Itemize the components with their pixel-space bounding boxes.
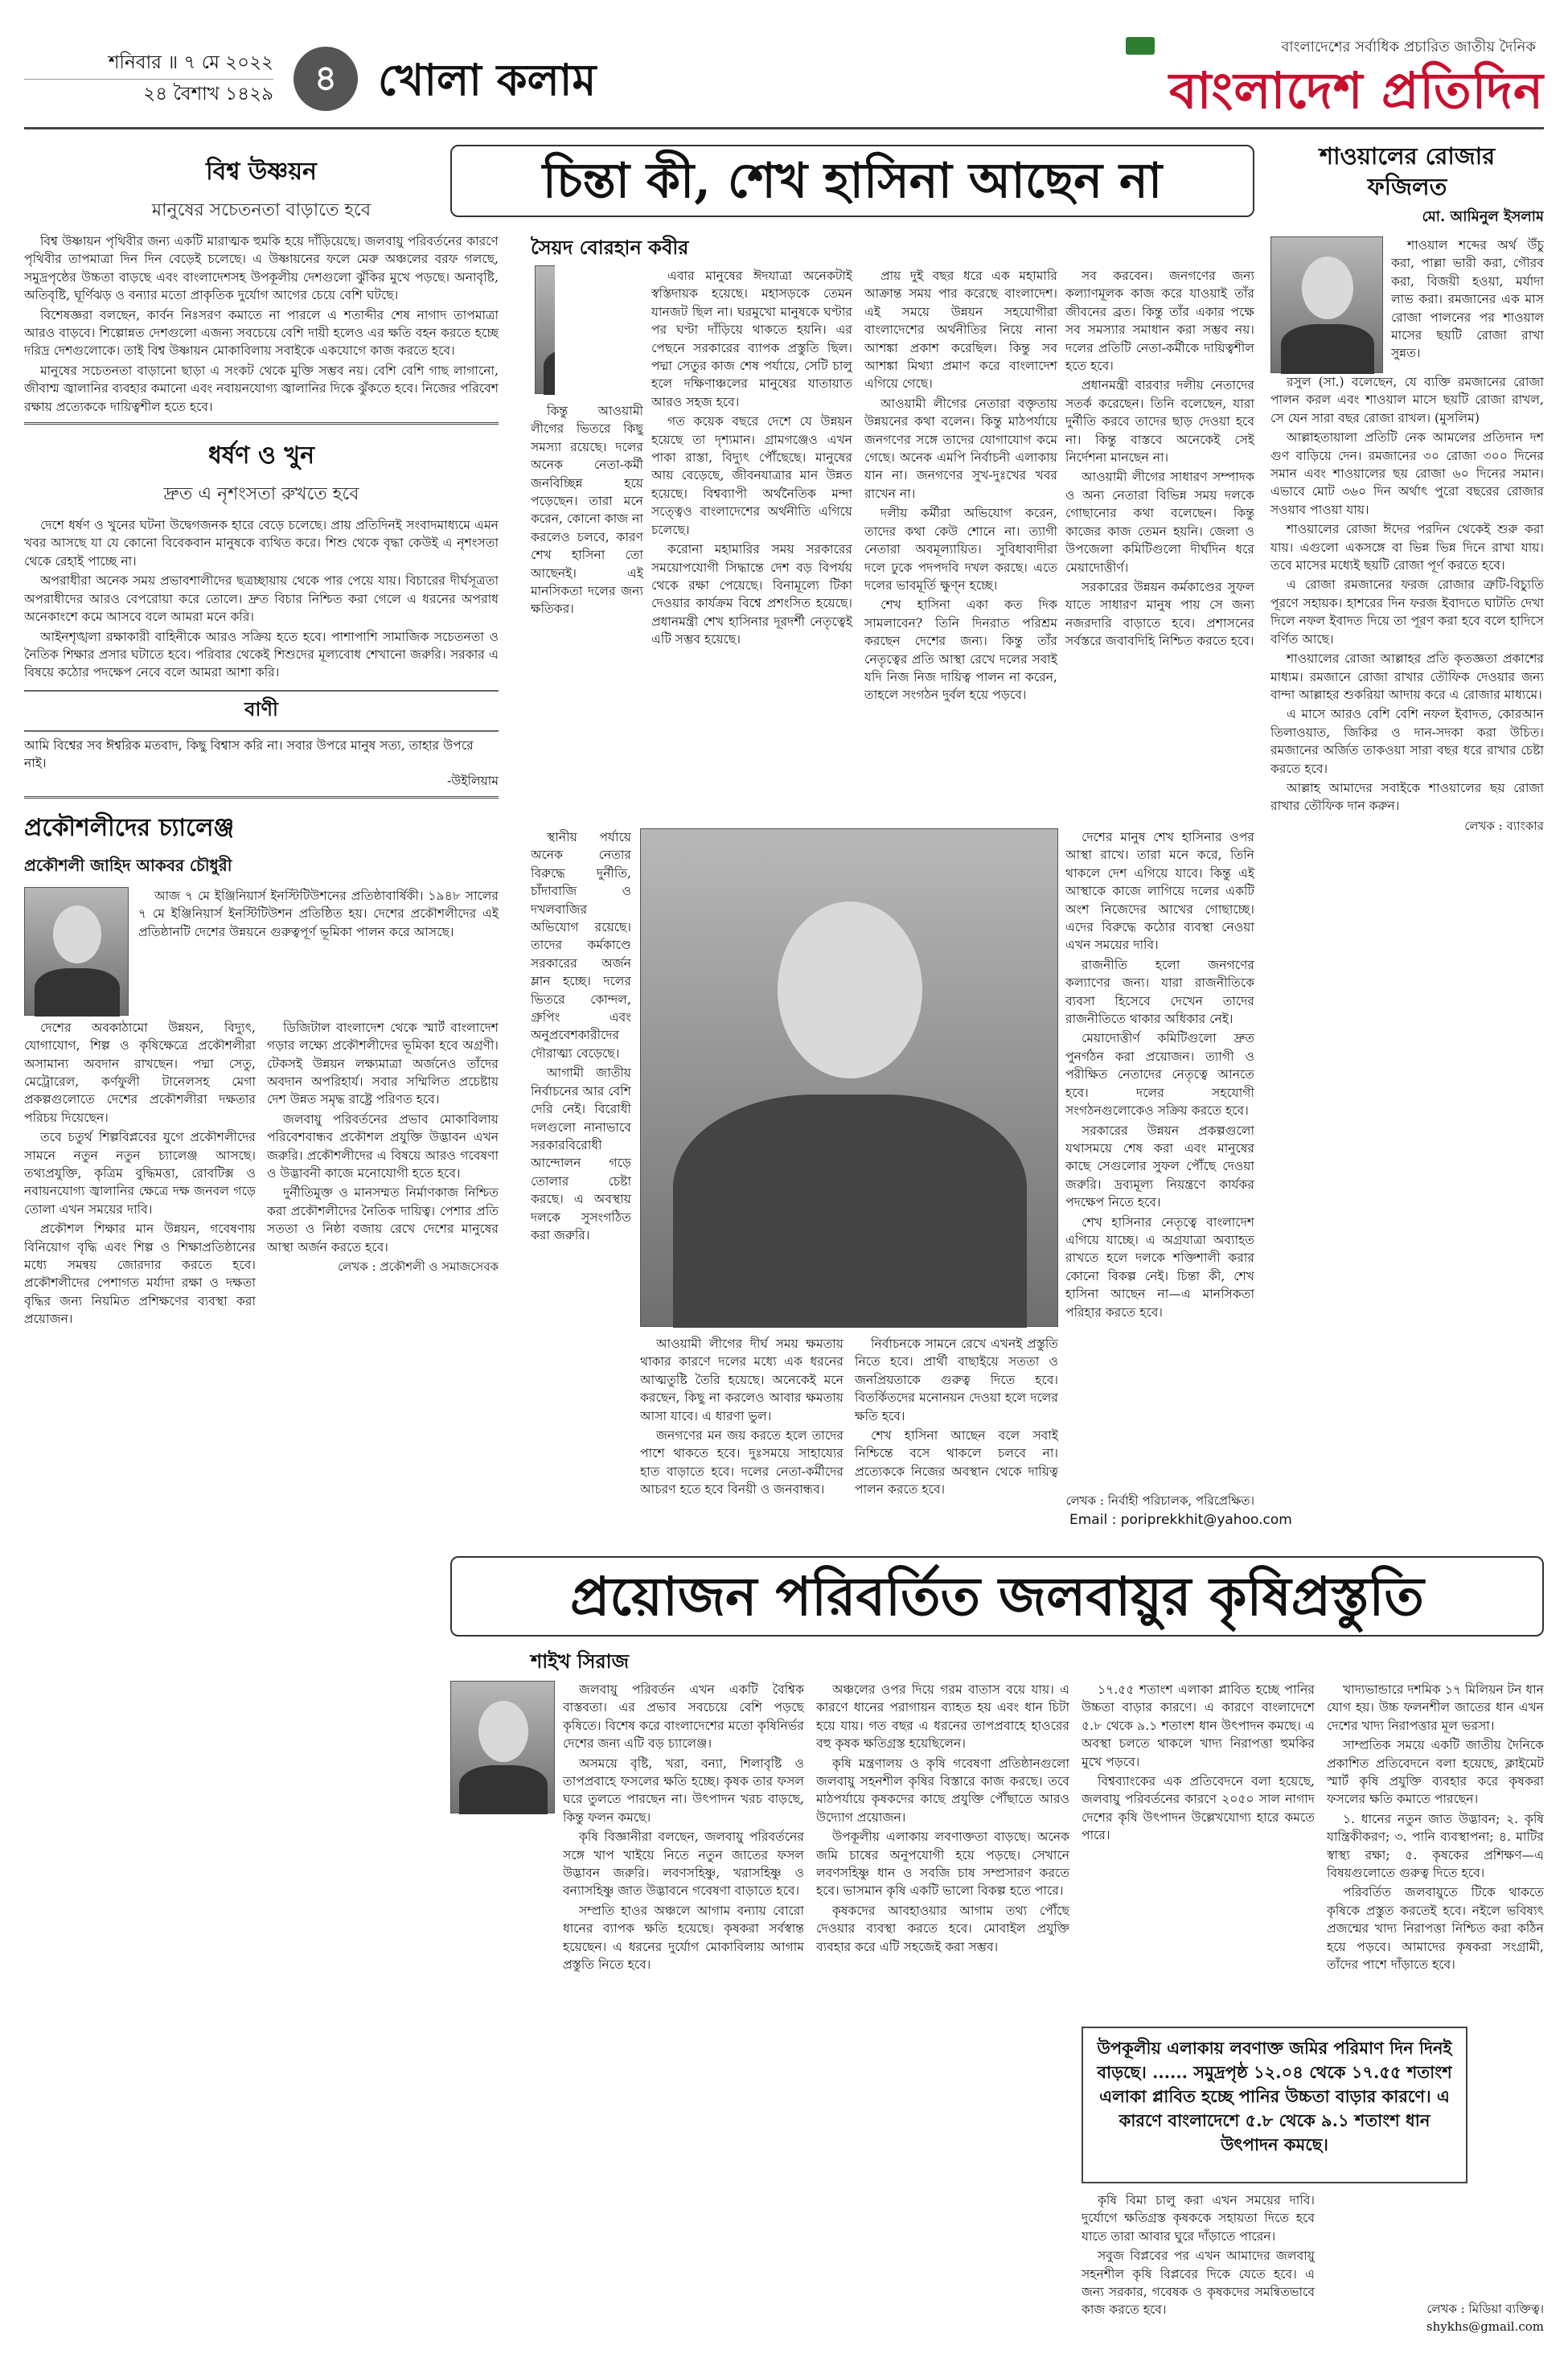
paragraph: এবার মানুষের ঈদযাত্রা অনেকটাই স্বস্তিদায়ক হয়েছে। মহাসড়কে তেমন যানজট ছিল না। ঘরমুখো মানুষকে ঘণ্টার পর ঘণ্টা দাঁড়িয়ে থাকতে হয়নি। এর পেছনে সরকারের ব্যাপক প্রস্তুতি ছিল। পদ্মা সেতুর কাজ শেষ পর্যায়ে, সেটি চালু হলে দক্ষিণাঞ্চলের মানুষের যাতায়াত আরও সহজ হবে। (651, 269, 852, 409)
paragraph: শাওয়াল শব্দের অর্থ উঁচু করা, পাল্লা ভারী করা, গৌরব করা, বিজয়ী হওয়া, মর্যাদা লাভ করা। রমজানের এক মাস রোজা পালনের পর শাওয়াল মাসের ছয়টি রোজা রাখা সুন্নত। (1391, 238, 1544, 361)
bottom-headline: প্রয়োজন পরিবর্তিত জলবায়ুর কৃষিপ্রস্তুতি (450, 1556, 1544, 1637)
paragraph: ডিজিটাল বাংলাদেশ থেকে স্মার্ট বাংলাদেশ গড়ার লক্ষ্যে প্রকৌশলীদের ভূমিকা হবে অগ্রণী। টেকসই উন্নয়ন লক্ষ্যমাত্রা অর্জনেও তাঁদের অবদান অপরিহার্য। সবার সম্মিলিত প্রচেষ্টায় দেশ উন্নত সমৃদ্ধ রাষ্ট্রে পরিণত হবে। (267, 1020, 499, 1107)
main-photo-sheikh-hasina (640, 828, 1058, 1327)
paragraph: প্রায় দুই বছর ধরে এক মহামারি আক্রান্ত সময় পার করেছে বাংলাদেশ। এই সময়ে উন্নয়ন সহযোগীরা বাংলাদেশের অর্থনীতির নিয়ে নানা আশঙ্কা প্রকাশ করেছিল। কিন্তু সব আশঙ্কা মিথ্যা প্রমাণ করে বাংলাদেশ এগিয়ে গেছে। (864, 269, 1057, 392)
paragraph: নির্বাচনকে সামনে রেখে এখনই প্রস্তুতি নিতে হবে। প্রার্থী বাছাইয়ে সততা ও জনপ্রিয়তাকে গুরুত্ব দিতে হবে। বিতর্কিতদের মনোনয়ন দেওয়া হলে দলের ক্ষতি হবে। (855, 1337, 1058, 1423)
paragraph: অঞ্চলের ওপর দিয়ে গরম বাতাস বয়ে যায়। এ কারণে ধানের পরাগায়ন ব্যাহত হয় এবং ধান চিটা হয়ে যায়। গত বছর এ ধরনের তাপপ্রবাহে হাওরের বহু কৃষক ক্ষতিগ্রস্ত হয়েছিলেন। (816, 1682, 1069, 1752)
paragraph: আল্লাহ আমাদের সবাইকে শাওয়ালের ছয় রোজা রাখার তৌফিক দান করুন। (1270, 780, 1544, 814)
bottom-col-3-top (1082, 1681, 1315, 2019)
main-author: সৈয়দ বোরহান কবীর (531, 236, 689, 259)
paragraph: খাদ্যভান্ডারে দশমিক ১৭ মিলিয়ন টন ধান যোগ হয়। উচ্চ ফলনশীল জাতের ধান এখন দেশের খাদ্য নিরাপত্তার মূল ভরসা। (1327, 1682, 1544, 1733)
paragraph: আগামী জাতীয় নির্বাচনের আর বেশি দেরি নেই। বিরোধী দলগুলো নানাভাবে সরকারবিরোধী আন্দোলন গড়ে তোলার চেষ্টা করছে। এ অবস্থায় দলকে সুসংগঠিত করা জরুরি। (531, 1066, 631, 1242)
paragraph: আইনশৃঙ্খলা রক্ষাকারী বাহিনীকে আরও সক্রিয় হতে হবে। পাশাপাশি সামাজিক সচেতনতা ও নৈতিক শিক্ষার প্রসার ঘটাতে হবে। পরিবার থেকেই শিশুদের মূল্যবোধ শেখানো জরুরি। সরকার এ বিষয়ে কঠোর পদক্ষেপ নেবে বলে আমরা আশা করি। (24, 629, 499, 680)
paragraph: সব করবেন। জনগণের জন্য কল্যাণমূলক কাজ করে যাওয়াই তাঁর জীবনের ব্রত। কিন্তু তাঁর একার পক্ষে সব সমস্যার সমাধান করা সম্ভব নয়। দলের প্রতিটি নেতা-কর্মীকে দায়িত্বশীল হতে হবে। (1065, 269, 1254, 374)
paragraph: ১. ধানের নতুন জাত উদ্ভাবন; ২. কৃষি যান্ত্রিকীকরণ; ৩. পানি ব্যবস্থাপনা; ৪. মাটির স্বাস্থ্য রক্ষা; ৫. কৃষকের প্রশিক্ষণ—এ বিষয়গুলোতে গুরুত্ব দিতে হবে। (1327, 1811, 1544, 1881)
paragraph: আওয়ামী লীগের সাধারণ সম্পাদক ও অন্য নেতারা বিভিন্ন সময় দলকে গোছানোর কথা বলেছেন। কিন্তু কাজের কাজ তেমন হয়নি। জেলা ও উপজেলা কমিটিগুলো দীর্ঘদিন ধরে মেয়াদোত্তীর্ণ। (1065, 470, 1254, 575)
masthead-rule (24, 127, 1544, 129)
paragraph: মানুষের সচেতনতা বাড়ানো ছাড়া এ সংকট থেকে মুক্তি সম্ভব নয়। বেশি বেশি গাছ লাগানো, জীবাশ্ম জ্বালানির ব্যবহার কমানো এবং নবায়নযোগ্য জ্বালানির দিকে ঝুঁকতে হবে। নিজের পরিবেশ রক্ষায় প্রত্যেককে দায়িত্বশীল হতে হবে। (24, 363, 499, 414)
right-column (1270, 141, 1544, 1556)
paragraph: দেশের অবকাঠামো উন্নয়ন, বিদ্যুৎ, যোগাযোগ, শিল্প ও কৃষিক্ষেত্রে প্রকৌশলীরা অসামান্য অবদান রাখছেন। পদ্মা সেতু, মেট্রোরেল, কর্ণফুলী টানেলসহ মেগা প্রকল্পগুলোতে দেশের প্রকৌশলীরা দক্ষতার পরিচয় দিয়েছেন। (24, 1020, 256, 1125)
author-photo (1270, 236, 1383, 373)
body-shape (1281, 324, 1374, 374)
body-shape (544, 347, 555, 395)
pull-quote: উপকূলীয় এলাকায় লবণাক্ত জমির পরিমাণ দিন দিনই বাড়ছে। ...... সমুদ্রপৃষ্ঠ ১২.০৪ থেকে ১৭.৫৫ শতাংশ এলাকা প্লাবিত হচ্ছে পানির উচ্চতা বাড়ার কারণে। এ কারণে বাংলাদেশে ৫.৮ থেকে ৯.১ শতাংশ ধান উৎপাদন কমছে। (1082, 2027, 1467, 2183)
paragraph: শেখ হাসিনা আছেন বলে সবাই নিশ্চিন্তে বসে থাকলে চলবে না। প্রত্যেককে নিজের অবস্থান থেকে দায়িত্ব পালন করতে হবে। (855, 1428, 1058, 1497)
main-col-1-top (651, 267, 852, 822)
logo-icon (1126, 37, 1155, 55)
paragraph: দেশে ধর্ষণ ও খুনের ঘটনা উদ্বেগজনক হারে বেড়ে চলেছে। প্রায় প্রতিদিনই সংবাদমাধ্যমে এমন খবর আসছে যা যে কোনো বিবেকবান মানুষকে ব্যথিত করে। শিশু থেকে বৃদ্ধা কেউই এ নৃশংসতা থেকে রেহাই পাচ্ছে না। (24, 518, 499, 569)
body-shape (459, 1765, 548, 1814)
newspaper-logo (1126, 32, 1544, 121)
article-3-title: প্রকৌশলীদের চ্যালেঞ্জ (24, 813, 235, 842)
quote-body: আমি বিশ্বের সব ঈশ্বরিক মতবাদ, কিছু বিশ্বাস করি না। সবার উপরে মানুষ সত্য, তাহার উপরে নাই। (24, 737, 474, 770)
paragraph: আওয়ামী লীগের নেতারা বক্তৃতায় উন্নয়নের কথা বলেন। কিন্তু মাঠপর্যায়ে জনগণের সঙ্গে তাদের যোগাযোগ কমে গেছে। অনেক এমপি নির্বাচনী এলাকায় যান না। জনগণের সুখ-দুঃখের খবর রাখেন না। (864, 396, 1057, 501)
date-block (24, 48, 273, 109)
paragraph: আল্লাহতায়ালা প্রতিটি নেক আমলের প্রতিদান দশ গুণ বাড়িয়ে দেন। রমজানের ৩০ রোজা ৩০০ দিনের সমান এবং শাওয়ালের ছয় রোজা ৬০ দিনের সমান। এভাবে মোট ৩৬০ দিন অর্থাৎ পুরো বছরের রোজার সওয়াব পাওয়া যায়। (1270, 430, 1544, 517)
article-3-col-a (24, 1019, 256, 1330)
paragraph: কৃষি বিমা চালু করা এখন সময়ের দাবি। দুর্যোগে ক্ষতিগ্রস্ত কৃষককে সহায়তা দিতে হবে যাতে তারা আবার ঘুরে দাঁড়াতে পারেন। (1082, 2193, 1315, 2244)
paragraph: প্রধানমন্ত্রী বারবার দলীয় নেতাদের সতর্ক করেছেন। তিনি বলেছেন, যারা দুর্নীতি করবে তাদের ছাড় দেওয়া হবে না। কিন্তু বাস্তবে অনেকেই সেই নির্দেশনা মানছেন না। (1065, 378, 1254, 466)
face-shape (53, 906, 101, 963)
face-shape (778, 902, 922, 1078)
main-col-1-bottom (531, 828, 631, 1504)
paragraph: এ রোজা রমজানের ফরজ রোজার ত্রুটি-বিচ্যুতি পূরণে সহায়ক। হাশরের দিন ফরজ ইবাদতে ঘাটতি দেখা দিলে নফল ইবাদত দিয়ে তা পূরণ করা হবে বলে হাদিসে বর্ণিত আছে। (1270, 577, 1544, 647)
paragraph: সাম্প্রতিক সময়ে একটি জাতীয় দৈনিকে প্রকাশিত প্রতিবেদনে বলা হয়েছে, ক্লাইমেট স্মার্ট কৃষি প্রযুক্তি ব্যবহার করে কৃষকরা ফসলের ক্ষতি কমাতে পারছেন। (1327, 1738, 1544, 1807)
date-gregorian: শনিবার ॥ ৭ মে ২০২২ (24, 48, 273, 80)
paragraph: সম্প্রতি হাওর অঞ্চলে আগাম বন্যায় বোরো ধানের ব্যাপক ক্ষতি হয়েছে। কৃষকরা সর্বস্বান্ত হয়েছেন। এ ধরনের দুর্যোগ মোকাবিলায় আগাম প্রস্তুতি নিতে হবে। (563, 1903, 804, 1973)
paragraph: জলবায়ু পরিবর্তন এখন একটি বৈশ্বিক বাস্তবতা। এর প্রভাব সবচেয়ে বেশি পড়ছে কৃষিতে। বিশেষ করে বাংলাদেশের মতো কৃষিনির্ভর দেশের জন্য এটি বড় চ্যালেঞ্জ। (563, 1682, 804, 1752)
paragraph: এ মাসে আরও বেশি বেশি নফল ইবাদত, কোরআন তিলাওয়াত, জিকির ও দান-সদকা করা উচিত। রমজানের অর্জিত তাকওয়া সারা বছর ধরে রাখার চেষ্টা করতে হবে। (1270, 707, 1544, 776)
paragraph: কিন্তু আওয়ামী লীগের ভিতরে কিছু সমস্যা রয়েছে। দলের অনেক নেতা-কর্মী জনবিচ্ছিন্ন হয়ে পড়েছেন। তারা মনে করেন, কোনো কাজ না করলেও চলবে, কারণ শেখ হাসিনা তো আছেনই। এই মানসিকতা দলের জন্য ক্ষতিকর। (531, 404, 643, 617)
bottom-email: shykhs@gmail.com (1426, 2319, 1544, 2334)
main-col-bottom-right (1065, 828, 1254, 1488)
face-shape (1302, 257, 1353, 319)
bottom-sign: লেখক : মিডিয়া ব্যক্তিত্ব। (1426, 2302, 1544, 2316)
paragraph: আজ ৭ মে ইঞ্জিনিয়ার্স ইনস্টিটিউশনের প্রতিষ্ঠাবার্ষিকী। ১৯৪৮ সালের ৭ মে ইঞ্জিনিয়ার্স ইনস্টিটিউশন প্রতিষ্ঠিত হয়। দেশের প্রকৌশলীদের এই প্রতিষ্ঠানটি দেশের উন্নয়নে গুরুত্বপূর্ণ ভূমিকা পালন করে আসছে। (138, 888, 499, 939)
paragraph: শেখ হাসিনার নেতৃত্বে বাংলাদেশ এগিয়ে যাচ্ছে। এ অগ্রযাত্রা অব্যাহত রাখতে হলে দলকে শক্তিশালী করার কোনো বিকল্প নেই। চিন্তা কী, শেখ হাসিনা আছেন না—এ মানসিকতা পরিহার করতে হবে। (1065, 1214, 1254, 1320)
author-photo (24, 887, 129, 1016)
editorial-2-title: ধর্ষণ ও খুন (207, 442, 315, 470)
paragraph: জলবায়ু পরিবর্তনের প্রভাব মোকাবিলায় পরিবেশবান্ধব প্রকৌশল প্রযুক্তি উদ্ভাবন এখন জরুরি। প্রকৌশলীদের এ বিষয়ে আরও গবেষণা ও উদ্ভাবনী কাজে মনোযোগী হতে হবে। (267, 1111, 499, 1181)
paragraph: অসময়ে বৃষ্টি, খরা, বন্যা, শিলাবৃষ্টি ও তাপপ্রবাহে ফসলের ক্ষতি হচ্ছে। কৃষক তার ফসল ঘরে তুলতে পারছেন না। উৎপাদন খরচ বাড়ছে, কিন্তু ফলন কমছে। (563, 1756, 804, 1825)
paragraph: বিশ্ব উষ্ণায়ন পৃথিবীর জন্য একটি মারাত্মক হুমকি হয়ে দাঁড়িয়েছে। জলবায়ু পরিবর্তনের কারণে পৃথিবীর তাপমাত্রা দিন দিন বেড়েই চলেছে। এ উষ্ণায়নের ফলে মেরু অঞ্চলের বরফ গলছে, সমুদ্রপৃষ্ঠের উচ্চতা বাড়ছে এবং বাংলাদেশসহ উপকূলীয় দেশগুলো ঝুঁকির মুখে পড়ছে। অনাবৃষ্টি, অতিবৃষ্টি, ঘূর্ণিঝড় ও বন্যার মতো প্রাকৃতিক দুর্যোগ আগের চেয়ে বেশি ঘটছে। (24, 234, 499, 303)
quote-text (24, 737, 499, 790)
paragraph: গত কয়েক বছরে দেশে যে উন্নয়ন হয়েছে তা দৃশ্যমান। গ্রামগঞ্জেও এখন পাকা রাস্তা, বিদ্যুৎ পৌঁছেছে। মানুষের আয় বেড়েছে, জীবনযাত্রার মান উন্নত হয়েছে। বিশ্বব্যাপী অর্থনৈতিক মন্দা সত্ত্বেও বাংলাদেশের অর্থনীতি এগিয়ে চলেছে। (651, 414, 852, 537)
section-title: খোলা কলাম (378, 54, 597, 105)
editorial-1-body (24, 232, 499, 416)
editorial-1-title: বিশ্ব উষ্ণয়ন (206, 158, 317, 186)
paragraph: দুর্নীতিমুক্ত ও মানসম্মত নির্মাণকাজ নিশ্চিত করা প্রকৌশলীদের নৈতিক দায়িত্ব। পেশার প্রতি সততা ও নিষ্ঠা বজায় রেখে দেশের মানুষের আস্থা অর্জন করতে হবে। (267, 1185, 499, 1255)
quote-attribution: -উইলিয়াম (447, 773, 499, 788)
bottom-col-3-bottom (1082, 2191, 1315, 2328)
main-col-3 (1065, 267, 1254, 822)
main-email: Email : poriprekkhit@yahoo.com (1069, 1512, 1292, 1528)
article-3-content (24, 887, 499, 1016)
article-3-intro (138, 887, 499, 1016)
paragraph: করোনা মহামারির সময় সরকারের সময়োপযোগী সিদ্ধান্তে দেশ বড় বিপর্যয় থেকে রক্ষা পেয়েছে। বিনামূল্যে টিকা দেওয়ার কার্যক্রম বিশ্বে প্রশংসিত হয়েছে। প্রধানমন্ত্রী শেখ হাসিনার দূরদর্শী নেতৃত্বেই এটি সম্ভব হয়েছে। (651, 542, 852, 647)
right-author: মো. আমিনুল ইসলাম (1422, 208, 1544, 225)
quote-box (24, 690, 499, 790)
article-3-columns (24, 1019, 499, 1330)
paragraph: সবুজ বিপ্লবের পর এখন আমাদের জলবায়ু সহনশীল কৃষি বিপ্লবের দিকে যেতে হবে। এ জন্য সরকার, গবেষক ও কৃষকদের সমন্বিতভাবে কাজ করতে হবে। (1082, 2249, 1315, 2318)
paragraph: মেয়াদোত্তীর্ণ কমিটিগুলো দ্রুত পুনর্গঠন করা প্রয়োজন। ত্যাগী ও পরীক্ষিত নেতাদের নেতৃত্বে আনতে হবে। দলের সহযোগী সংগঠনগুলোকেও সক্রিয় করতে হবে। (1065, 1031, 1254, 1119)
paragraph: কৃষি মন্ত্রণালয় ও কৃষি গবেষণা প্রতিষ্ঠানগুলো জলবায়ু সহনশীল কৃষির বিস্তারে কাজ করছে। তবে মাঠপর্যায়ে কৃষকদের কাছে প্রযুক্তি পৌঁছাতে আরও উদ্যোগ প্রয়োজন। (816, 1756, 1069, 1825)
editorial-2-body (24, 516, 499, 682)
paragraph: আওয়ামী লীগের দীর্ঘ সময় ক্ষমতায় থাকার কারণে দলের মধ্যে এক ধরনের আত্মতুষ্টি তৈরি হয়েছে। অনেকেই মনে করছেন, কিছু না করলেও আবার ক্ষমতায় আসা যাবে। এ ধারণা ভুল। (640, 1337, 844, 1423)
paragraph: রসুল (সা.) বলেছেন, যে ব্যক্তি রমজানের রোজা পালন করল এবং শাওয়াল মাসে ছয়টি রোজা রাখল, সে যেন সারা বছর রোজা রাখল। (মুসলিম) (1270, 375, 1544, 425)
article-3-col-b (267, 1019, 499, 1330)
paragraph: শাওয়ালের রোজা ঈদের পরদিন থেকেই শুরু করা যায়। এগুলো একসঙ্গে বা ভিন্ন ভিন্ন দিনে রাখা যায়। তবে মাসের মধ্যেই ছয়টি রোজা পূর্ণ করতে হবে। (1270, 522, 1544, 573)
paragraph: উপকূলীয় এলাকায় লবণাক্ততা বাড়ছে। অনেক জমি চাষের অনুপযোগী হয়ে পড়ছে। সেখানে লবণসহিষ্ণু ধান ও সবজি চাষ সম্প্রসারণ করতে হবে। ভাসমান কৃষি একটি ভালো বিকল্প হতে পারে। (816, 1830, 1069, 1899)
main-headline: চিন্তা কী, শেখ হাসিনা আছেন না (450, 145, 1254, 217)
editorial-2-subtitle: দ্রুত এ নৃশংসতা রুখতে হবে (163, 484, 359, 505)
divider (24, 796, 499, 799)
face-shape (478, 1701, 528, 1762)
paragraph: সরকারের উন্নয়ন প্রকল্পগুলো যথাসময়ে শেষ করা এবং মানুষের কাছে সেগুলোর সুফল পৌঁছে দেওয়া জরুরি। দ্রব্যমূল্য নিয়ন্ত্রণে কার্যকর পদক্ষেপ নিতে হবে। (1065, 1123, 1254, 1210)
article-3-author: প্রকৌশলী জাহিদ আকবর চৌধুরী (24, 855, 232, 875)
divider (24, 422, 499, 425)
main-col-1-left (531, 402, 643, 820)
main-col-bottom-left (640, 1335, 1058, 1544)
main-sign: লেখক : নির্বাহী পরিচালক, পরিপ্রেক্ষিত। (1065, 1493, 1254, 1508)
paragraph: অপরাধীরা অনেক সময় প্রভাবশালীদের ছত্রচ্ছায়ায় থেকে পার পেয়ে যায়। বিচারের দীর্ঘসূত্রতা অপরাধীদের আরও বেপরোয়া করে তোলে। দ্রুত বিচার নিশ্চিত করা গেলে এ ধরনের অপরাধ অনেকাংশে কমে আসবে বলে আমরা মনে করি। (24, 573, 499, 625)
right-body (1270, 373, 1544, 835)
paragraph: বিশেষজ্ঞরা বলছেন, কার্বন নিঃসরণ কমাতে না পারলে এ শতাব্দীর শেষ নাগাদ তাপমাত্রা আরও বাড়বে। শিল্পোন্নত দেশগুলো এজন্য সবচেয়ে বেশি দায়ী হলেও এর ক্ষতি বহন করতে হচ্ছে দরিদ্র দেশগুলোকে। তাই বিশ্ব উষ্ণায়ন মোকাবিলায় সবাইকে একযোগে কাজ করতে হবে। (24, 307, 499, 359)
bottom-author: শাইখ সিরাজ (531, 1649, 630, 1673)
paragraph: কৃষি বিজ্ঞানীরা বলছেন, জলবায়ু পরিবর্তনের সঙ্গে খাপ খাইয়ে নিতে নতুন জাতের ফসল উদ্ভাবন জরুরি। লবণসহিষ্ণু, খরাসহিষ্ণু ও বন্যাসহিষ্ণু জাত উদ্ভাবনে গবেষণা বাড়াতে হবে। (563, 1830, 804, 1899)
paragraph: সরকারের উন্নয়ন কর্মকাণ্ডের সুফল যাতে সাধারণ মানুষ পায় সে জন্য নজরদারি বাড়াতে হবে। প্রশাসনের সর্বস্তরে জবাবদিহি নিশ্চিত করতে হবে। (1065, 579, 1254, 649)
date-bengali: ২৪ বৈশাখ ১৪২৯ (143, 84, 273, 105)
paragraph: পরিবর্তিত জলবায়ুতে টিকে থাকতে কৃষিকে প্রস্তুত করতেই হবে। নইলে ভবিষ্যৎ প্রজন্মের খাদ্য নিরাপত্তা নিশ্চিত করা কঠিন হয়ে পড়বে। আমাদের কৃষকরা সংগ্রামী, তাঁদের পাশে দাঁড়াতে হবে। (1327, 1885, 1544, 1973)
main-author-photo-wrap (450, 265, 555, 402)
logo-tagline: বাংলাদেশের সর্বাধিক প্রচারিত জাতীয় দৈনিক (1281, 39, 1536, 55)
body-shape (35, 968, 120, 1017)
right-title-line1: শাওয়ালের রোজার (1319, 142, 1496, 170)
paragraph: স্থানীয় পর্যায়ে অনেক নেতার বিরুদ্ধে দুর্নীতি, চাঁদাবাজি ও দখলবাজির অভিযোগ রয়েছে। তাদের কর্মকাণ্ডে সরকারের অর্জন ম্লান হচ্ছে। দলের ভিতরে কোন্দল, গ্রুপিং এবং অনুপ্রবেশকারীদের দৌরাত্ম্য বেড়েছে। (531, 830, 631, 1061)
left-column (24, 141, 499, 2312)
bottom-col-4 (1327, 1681, 1544, 2292)
bottom-col-2 (816, 1681, 1069, 2324)
paragraph: জনগণের মন জয় করতে হলে তাদের পাশে থাকতে হবে। দুঃসময়ে সাহায্যের হাত বাড়াতে হবে। দলের নেতা-কর্মীদের আচরণ হতে হবে বিনয়ী ও জনবান্ধব। (640, 1428, 844, 1497)
paragraph: দেশের মানুষ শেখ হাসিনার ওপর আস্থা রাখে। তারা মনে করে, তিনি থাকলে দেশ এগিয়ে যাবে। কিন্তু এই আস্থাকে কাজে লাগিয়ে দলের একটি অংশ নিজেদের আখের গোছাচ্ছে। এদের বিরুদ্ধে কঠোর ব্যবস্থা নেওয়া এখন সময়ের দাবি। (1065, 830, 1254, 953)
paragraph: ১৭.৫৫ শতাংশ এলাকা প্লাবিত হচ্ছে পানির উচ্চতা বাড়ার কারণে। এ কারণে বাংলাদেশে ৫.৮ থেকে ৯.১ শতাংশ ধান উৎপাদন কমছে। এ অবস্থা চলতে থাকলে খাদ্য নিরাপত্তা হুমকির মুখে পড়বে। (1082, 1682, 1315, 1769)
paragraph: কৃষকদের আবহাওয়ার আগাম তথ্য পৌঁছে দেওয়ার ব্যবস্থা করতে হবে। মোবাইল প্রযুক্তি ব্যবহার করে এটি সহজেই করা সম্ভব। (816, 1903, 1069, 1954)
right-title-line2: ফজিলত (1367, 173, 1447, 200)
body-shape (673, 1095, 1027, 1328)
bottom-col-1 (563, 1681, 804, 2324)
paragraph: রাজনীতি হলো জনগণের কল্যাণের জন্য। যারা রাজনীতিকে ব্যবসা হিসেবে দেখেন তাদের রাজনীতিতে থাকার অধিকার নেই। (1065, 957, 1254, 1027)
right-sign: লেখক : ব্যাংকার (1464, 818, 1544, 833)
paragraph: তবে চতুর্থ শিল্পবিপ্লবের যুগে প্রকৌশলীদের সামনে নতুন নতুন চ্যালেঞ্জ আসছে। তথ্যপ্রযুক্তি, কৃত্রিম বুদ্ধিমত্তা, রোবটিক্স ও নবায়নযোগ্য জ্বালানির ক্ষেত্রে দক্ষ জনবল গড়ে তোলা এখন সময়ের দাবি। (24, 1130, 256, 1217)
article-3-sign: লেখক : প্রকৌশলী ও সমাজসেবক (338, 1259, 499, 1274)
editorial-1-subtitle: মানুষের সচেতনতা বাড়াতে হবে (151, 200, 371, 220)
masthead (24, 32, 1544, 121)
right-intro-text (1391, 236, 1544, 373)
author-photo (535, 265, 555, 394)
page-number-badge: ৪ (293, 47, 358, 111)
right-intro (1270, 236, 1544, 373)
paragraph: বিশ্বব্যাংকের এক প্রতিবেদনে বলা হয়েছে, জলবায়ু পরিবর্তনের কারণে ২০৫০ সাল নাগাদ দেশের কৃষি উৎপাদন উল্লেখযোগ্য হারে কমতে পারে। (1082, 1774, 1315, 1843)
author-photo (450, 1681, 555, 1813)
paragraph: শেখ হাসিনা একা কত দিক সামলাবেন? তিনি দিনরাত পরিশ্রম করছেন দেশের জন্য। কিন্তু তাঁর নেতৃত্বের প্রতি আস্থা রেখে দলের সবাই যদি নিজ নিজ দায়িত্ব পালন না করেন, তাহলে সংগঠন দুর্বল হয়ে পড়বে। (864, 598, 1057, 703)
quote-heading: বাণী (24, 690, 499, 732)
logo-name: বাংলাদেশ প্রতিদিন (1169, 61, 1544, 120)
paragraph: শাওয়ালের রোজা আল্লাহর প্রতি কৃতজ্ঞতা প্রকাশের মাধ্যম। রমজানে রোজা রাখার তৌফিক দেওয়ার জন্য বান্দা আল্লাহর শুকরিয়া আদায় করে এ রোজার মাধ্যমে। (1270, 651, 1544, 702)
main-col-2 (864, 267, 1057, 822)
paragraph: প্রকৌশল শিক্ষার মান উন্নয়ন, গবেষণায় বিনিয়োগ বৃদ্ধি এবং শিল্প ও শিক্ষাপ্রতিষ্ঠানের মধ্যে সমন্বয় জোরদার করতে হবে। প্রকৌশলীদের পেশাগত মর্যাদা রক্ষা ও দক্ষতা বৃদ্ধির জন্য নিয়মিত প্রশিক্ষণের ব্যবস্থা করা প্রয়োজন। (24, 1222, 256, 1327)
paragraph: দলীয় কর্মীরা অভিযোগ করেন, তাদের কথা কেউ শোনে না। ত্যাগী নেতারা অবমূল্যায়িত। সুবিধাবাদীরা দলে ঢুকে পদপদবি দখল করছে। এতে দলের ভাবমূর্তি ক্ষুণ্ন হচ্ছে। (864, 506, 1057, 593)
